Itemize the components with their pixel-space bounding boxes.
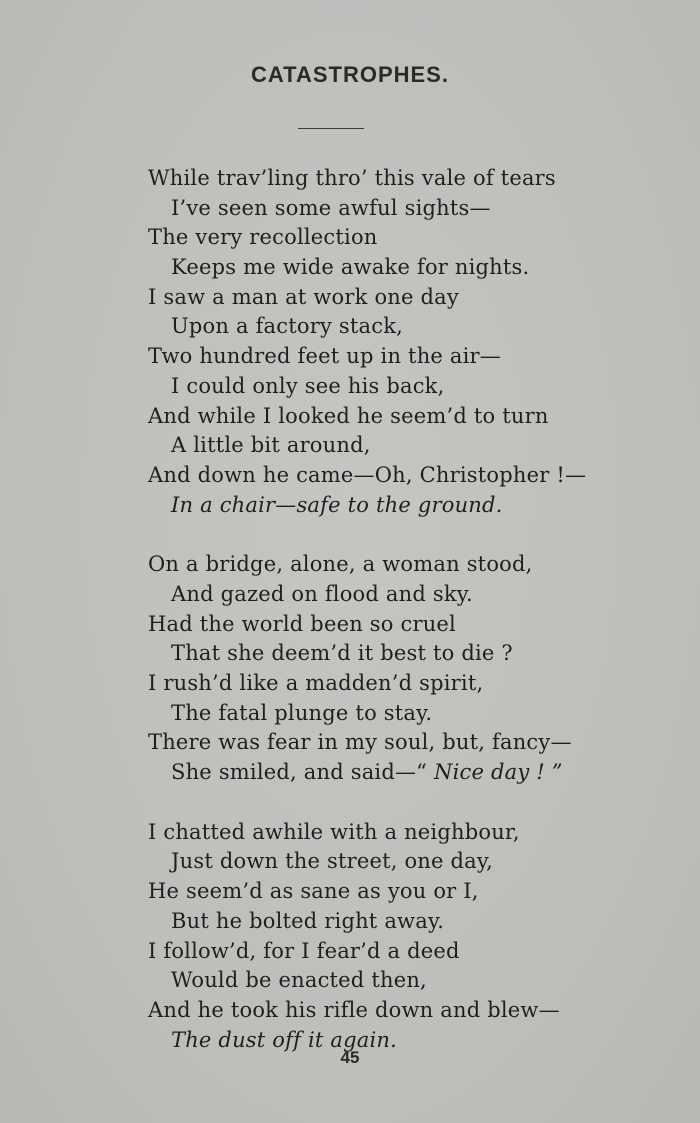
poem-line: And down he came—Oh, Christopher !— [148, 462, 587, 487]
poem-line: The fatal plunge to stay. [171, 700, 433, 725]
poem-line-italic: In a chair—safe to the ground. [171, 492, 503, 517]
stanza-1 [0, 164, 700, 520]
poem-line: I’ve seen some awful sights— [171, 195, 491, 220]
poem-line-italic-end: Nice day ! ” [434, 760, 563, 785]
poem-line: He seem’d as sane as you or I, [148, 879, 479, 904]
poem-line-italic: The dust off it again. [171, 1027, 397, 1052]
poem-line: The very recollection [148, 225, 378, 250]
poem-line: Keeps me wide awake for nights. [171, 255, 530, 280]
poem-line: I rush’d like a madden’d spirit, [148, 671, 484, 695]
poem-line: I follow’d, for I fear’d a deed [148, 938, 460, 963]
poem-line: And gazed on flood and sky. [171, 581, 473, 606]
poem-title: CATASTROPHES. [251, 62, 449, 87]
stanza-gap [0, 520, 700, 550]
stanza-2 [0, 550, 700, 788]
poem-line-mixed [0, 758, 700, 788]
poem-line: There was fear in my soul, but, fancy— [148, 730, 572, 755]
poem-line: Would be enacted then, [171, 968, 427, 993]
poem-line: A little bit around, [171, 433, 371, 458]
poem-line: Just down the street, one day, [171, 849, 494, 874]
poem-line: On a bridge, alone, a woman stood, [148, 552, 533, 577]
page-number: 45 [340, 1048, 360, 1067]
poem-line: While trav’ling thro’ this vale of tears [148, 166, 556, 190]
poem-line: That she deem’d it best to die ? [171, 641, 513, 666]
stanza-3 [0, 818, 700, 1056]
poem-line: Had the world been so cruel [148, 611, 456, 636]
poem-line: Two hundred feet up in the air— [148, 344, 501, 369]
poem-line: But he bolted right away. [171, 908, 445, 933]
title-divider [298, 128, 364, 129]
poem-line: And while I looked he seem’d to turn [148, 403, 549, 428]
stanza-gap [0, 788, 700, 818]
poem-body [0, 164, 700, 1055]
poem-line: I could only see his back, [171, 373, 445, 398]
poem-line: I chatted awhile with a neighbour, [148, 819, 520, 844]
poem-line: I saw a man at work one day [148, 284, 459, 309]
poem-line: Upon a factory stack, [171, 314, 403, 339]
poem-line: And he took his rifle down and blew— [148, 997, 560, 1022]
poem-line-start: She smiled, and said—“ [171, 760, 434, 785]
